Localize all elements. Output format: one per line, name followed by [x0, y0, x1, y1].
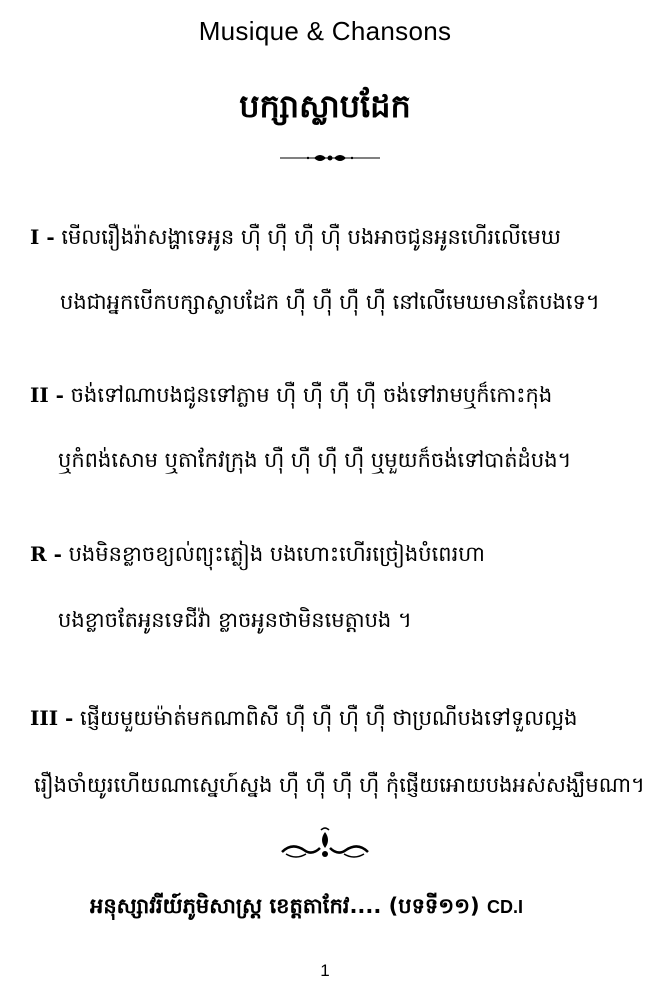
- verse-text: រឿងចាំយូរហើយណាស្នេហ៍ស្នង ហ៊ឺ ហ៊ឺ ហ៊ឺ ហ៊ឺ កុំផ្ញើយអោយបងអស់សង្ឃឹមណា។: [34, 773, 645, 797]
- verse-line-8: [34, 770, 645, 800]
- verse-text: បងជាអ្នកបើកបក្សាស្លាបដែក ហ៊ឺ ហ៊ឺ ហ៊ឺ ហ៊ឺ នៅលើមេឃមានតែបងទេ។: [60, 290, 600, 314]
- footer-credit: [90, 893, 523, 924]
- verse-text: ផ្ញើយមួយម៉ាត់មកណាពិសី ហ៊ឺ ហ៊ឺ ហ៊ឺ ហ៊ឺ ថាប្រណីបងទៅទួលល្អង: [80, 706, 578, 730]
- verse-line-3: [30, 380, 552, 410]
- verse-text: បងមិនខ្លាចខ្យល់ព្យុះភ្លៀង បងហោះហើរច្រៀងបំពេរហា: [68, 542, 485, 566]
- verse-line-4: [58, 445, 571, 475]
- refrain-label: R -: [30, 542, 62, 566]
- verse-text: ឬកំពង់សោម ឬតាកែវក្រុង ហ៊ឺ ហ៊ឺ ហ៊ឺ ហ៊ឺ ឬមួយក៏ចង់ទៅបាត់ដំបង។: [58, 448, 572, 472]
- verse-label: I -: [30, 225, 55, 249]
- verse-line-1: [30, 222, 561, 252]
- header-title: Musique & Chansons: [198, 16, 452, 46]
- divider-ornament-icon: [280, 148, 380, 168]
- refrain-line-2: [58, 605, 412, 635]
- refrain-line-1: [30, 539, 485, 569]
- page-number: 1: [320, 961, 330, 980]
- verse-text: បងខ្លាចតែអូនទេជីវ៉ា ខ្លាចអូនថាមិនមេត្តាបង ។: [58, 608, 412, 632]
- floral-ornament-icon: [280, 826, 370, 866]
- verse-text: មើលរឿងរ៉ាសង្ហាទេអូន ហ៊ឺ ហ៊ឺ ហ៊ឺ ហ៊ឺ បងអាចជូនអូនហើរលើមេឃ: [61, 225, 561, 249]
- verse-label: II -: [30, 383, 64, 407]
- verse-text: ចង់ទៅណាបងជូនទៅភ្លាម ហ៊ឺ ហ៊ឺ ហ៊ឺ ហ៊ឺ ចង់ទៅរាមឬក៏កោះកុង: [70, 383, 553, 407]
- song-title: បក្សាស្លាបដែក: [239, 87, 411, 125]
- verse-label: III -: [30, 706, 74, 730]
- credit-text: អនុស្សាវរីយ៍ភូមិសាស្រ្ត ខេត្តតាកែវ.... (បទទី១១): [90, 894, 480, 918]
- cd-label: CD.I: [486, 897, 523, 917]
- verse-line-2: [60, 287, 600, 317]
- verse-line-7: [30, 703, 578, 733]
